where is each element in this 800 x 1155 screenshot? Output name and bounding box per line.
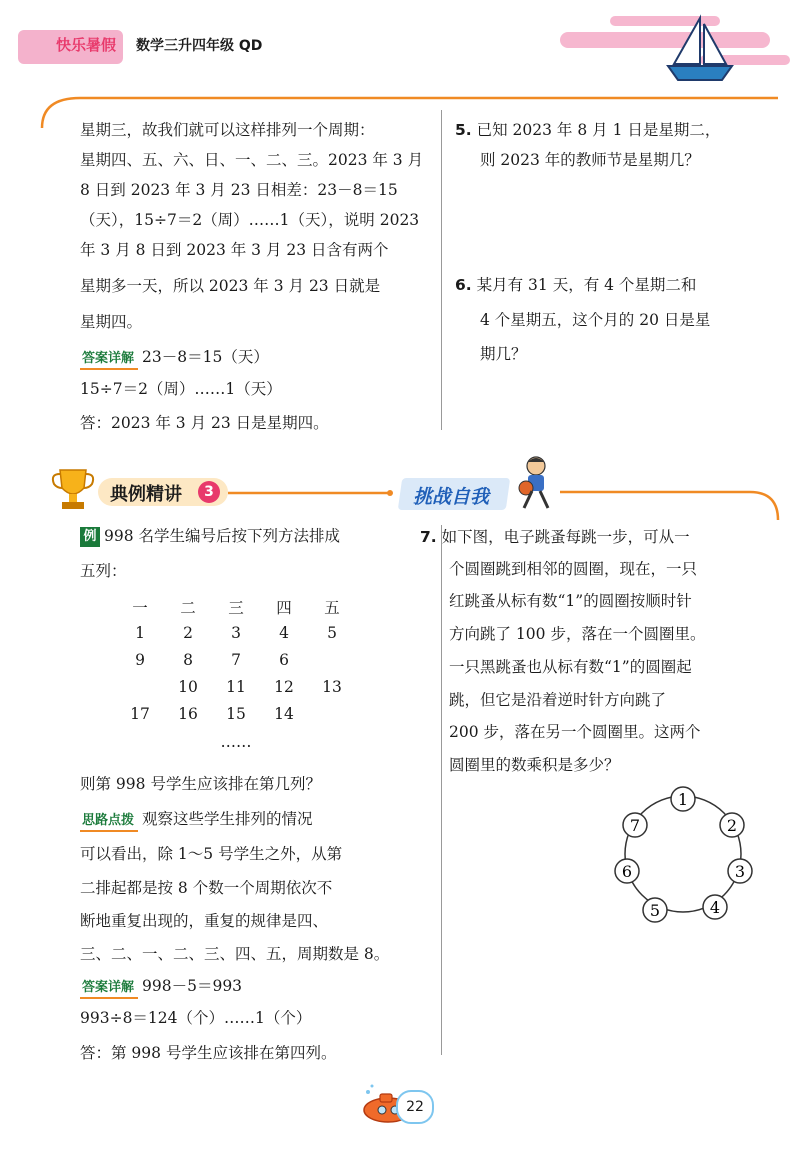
grid-cell: 11 (226, 678, 246, 696)
running-kid-icon (508, 454, 560, 514)
grid-ellipsis: …… (220, 733, 252, 751)
grid-column-header: 二 (180, 599, 196, 617)
grid-cell: 17 (130, 705, 150, 723)
column-divider (441, 110, 442, 430)
question-text: 某月有 31 天，有 4 个星期二和 (476, 276, 697, 294)
solution-line: 星期四、五、六、日、一、二、三。2023 年 3 月 (80, 151, 424, 169)
solution-line: 星期四。 (80, 313, 143, 331)
header-brand: 快乐暑假 (56, 36, 117, 54)
header-grade: 数学三升四年级 QD (136, 38, 263, 54)
grid-cell: 16 (178, 705, 198, 723)
question-text: 期几？ (480, 345, 527, 363)
circle-node-2 (720, 813, 744, 837)
grid-column-header: 三 (228, 599, 244, 617)
grid-cell: 9 (135, 651, 145, 669)
question-text: 4 个星期五，这个月的 20 日是星 (480, 311, 711, 329)
challenge-title: 挑战自我 (413, 486, 490, 508)
hint-text: 断地重复出现的，重复的规律是四、 (80, 912, 329, 930)
solution-line: 星期多一天，所以 2023 年 3 月 23 日就是 (80, 277, 381, 295)
question-text: 方向跳了 100 步，落在一个圆圈里。 (449, 625, 706, 643)
answer-text: 23－8＝15（天） (142, 348, 269, 366)
section-badge: 3 (198, 481, 220, 503)
answer-line: 答：2023 年 3 月 23 日是星期四。 (80, 414, 329, 432)
question-text: 已知 2023 年 8 月 1 日是星期二， (476, 121, 721, 139)
answer-tag: 答案详解 (80, 350, 138, 370)
section-rule (228, 486, 396, 500)
answer-line: 15÷7＝2（周）……1（天） (80, 380, 282, 398)
grid-cell: 2 (183, 624, 193, 642)
circle-node-5 (643, 898, 667, 922)
answer-line: 答：第 998 号学生应该排在第四列。 (80, 1044, 337, 1062)
question-number: 6. (455, 276, 472, 294)
example-intro (80, 523, 340, 549)
grid-cell: 13 (322, 678, 342, 696)
example-tag: 例 (80, 527, 100, 547)
solution-line: 8 日到 2023 年 3 月 23 日相差：23－8＝15 (80, 181, 398, 199)
solution-line: （天），15÷7＝2（周）……1（天），说明 2023 (80, 211, 420, 229)
hint-tag: 思路点拨 (80, 812, 138, 832)
question-text: 跳，但它是沿着逆时针方向跳了 (449, 691, 667, 709)
hint-text: 二排起都是按 8 个数一个周期依次不 (80, 879, 333, 897)
question-text: 如下图，电子跳蚤每跳一步，可从一 (441, 528, 690, 546)
solution-line: 年 3 月 8 日到 2023 年 3 月 23 日含有两个 (80, 241, 389, 259)
question-number: 5. (455, 121, 472, 139)
question-text: 个圆圈跳到相邻的圆圈，现在，一只 (449, 560, 698, 578)
question-6 (455, 272, 696, 298)
circle-node-4 (703, 895, 727, 919)
answer-text: 998－5＝993 (142, 977, 243, 995)
svg-text:3: 3 (734, 862, 746, 881)
circle-node-1 (671, 787, 695, 811)
question-number: 7. (420, 528, 437, 546)
question-text: 则 2023 年的教师节是星期几？ (480, 151, 700, 169)
answer-line: 993÷8＝124（个）……1（个） (80, 1009, 312, 1027)
grid-cell: 14 (274, 705, 294, 723)
trophy-icon (48, 466, 98, 512)
grid-cell: 10 (178, 678, 198, 696)
grid-cell: 5 (327, 624, 337, 642)
svg-text:1: 1 (677, 790, 689, 809)
answer-line (80, 344, 269, 370)
question-text: 红跳蚤从标有数“1”的圆圈按顺时针 (449, 592, 692, 610)
circle-node-7 (623, 813, 647, 837)
hint-text: 可以看出，除 1～5 号学生之外，从第 (80, 845, 343, 863)
answer-tag: 答案详解 (80, 979, 138, 999)
grid-cell: 6 (279, 651, 289, 669)
section-title: 典例精讲 (110, 484, 182, 505)
question-text: 圆圈里的数乘积是多少？ (449, 756, 620, 774)
grid-cell: 15 (226, 705, 246, 723)
section-frame (560, 482, 780, 522)
page-number: 22 (396, 1090, 434, 1124)
grid-cell: 4 (279, 624, 289, 642)
grid-column-header: 一 (132, 599, 148, 617)
example-text: 五列： (80, 562, 127, 580)
hint-line (80, 806, 313, 832)
circle-node-6 (615, 859, 639, 883)
example-text: 998 名学生编号后按下列方法排成 (104, 527, 341, 545)
column-divider (441, 525, 442, 1055)
flea-circle-diagram (605, 782, 765, 932)
grid-cell: 3 (231, 624, 241, 642)
sailboat-icon (660, 14, 740, 84)
question-5 (455, 117, 720, 143)
svg-text:6: 6 (621, 862, 633, 881)
svg-text:7: 7 (629, 816, 641, 835)
svg-text:2: 2 (726, 816, 738, 835)
circle-node-3 (728, 859, 752, 883)
hint-text: 三、二、一、二、三、四、五，周期数是 8。 (80, 945, 390, 963)
grid-cell: 7 (231, 651, 241, 669)
example-question: 则第 998 号学生应该排在第几列？ (80, 775, 321, 793)
grid-cell: 12 (274, 678, 294, 696)
answer-line (80, 973, 242, 999)
question-text: 一只黑跳蚤也从标有数“1”的圆圈起 (449, 658, 692, 676)
question-7 (420, 524, 690, 550)
svg-text:5: 5 (649, 901, 661, 920)
grid-column-header: 四 (276, 599, 292, 617)
question-text: 200 步，落在另一个圆圈里。这两个 (449, 723, 701, 741)
hint-text: 观察这些学生排列的情况 (142, 810, 313, 828)
grid-column-header: 五 (324, 599, 340, 617)
grid-cell: 8 (183, 651, 193, 669)
solution-line: 星期三，故我们就可以这样排列一个周期： (80, 121, 375, 139)
svg-text:4: 4 (709, 898, 721, 917)
grid-cell: 1 (135, 624, 145, 642)
